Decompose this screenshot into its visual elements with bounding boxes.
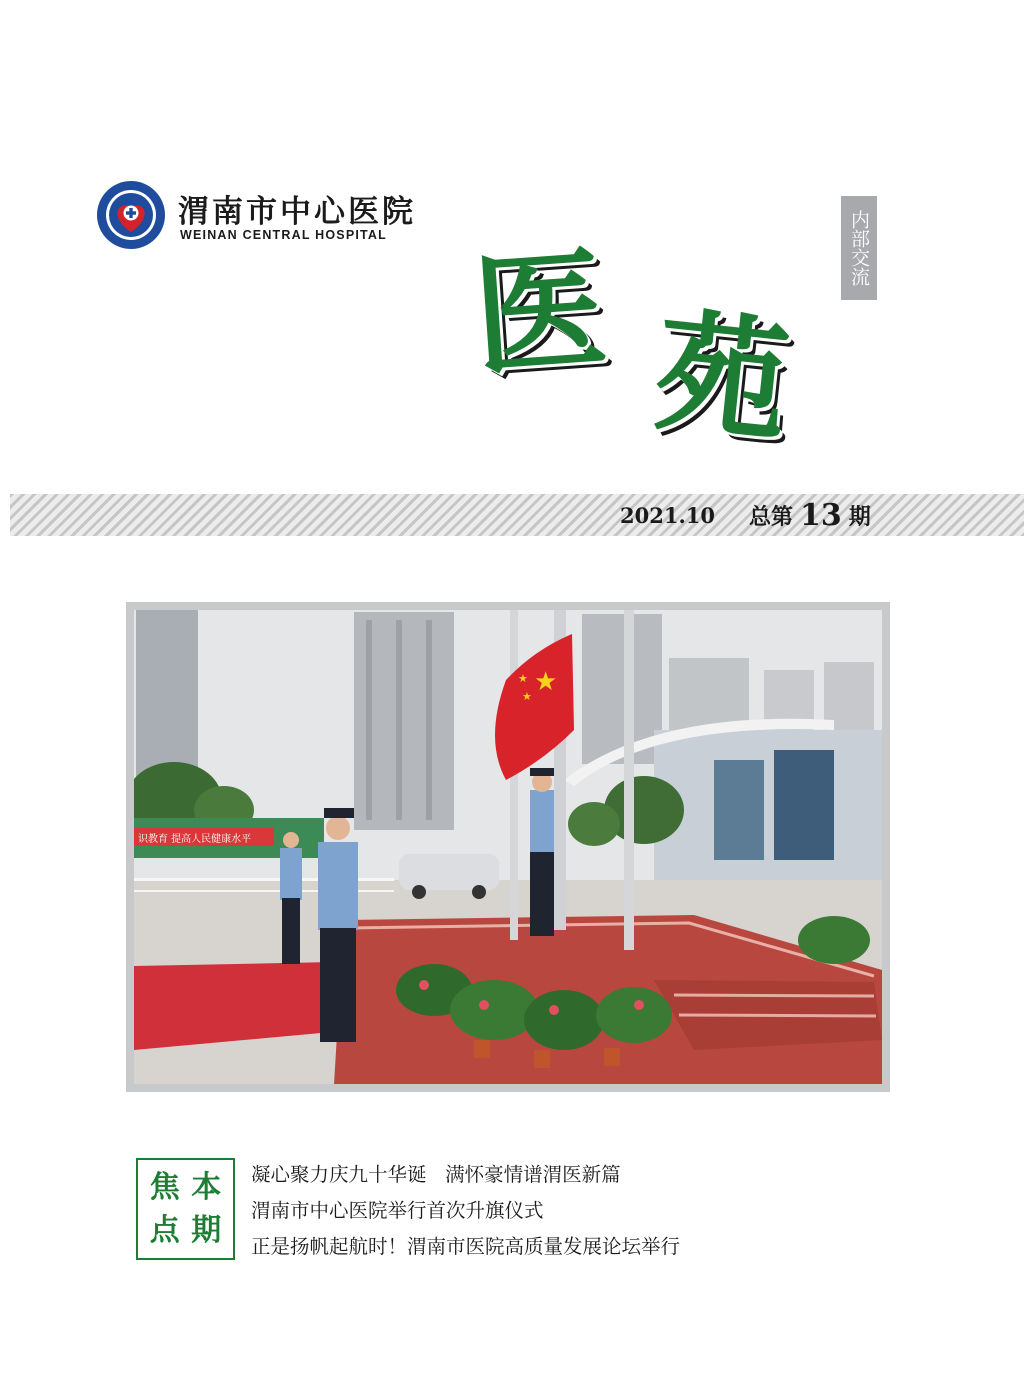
headline-item[interactable]: 凝心聚力庆九十华诞 满怀豪情谱渭医新篇 bbox=[251, 1163, 621, 1186]
magazine-title-char-1: 医 bbox=[468, 231, 612, 396]
svg-text:★: ★ bbox=[534, 667, 558, 697]
headline-item[interactable]: 正是扬帆起航时！渭南市医院高质量发展论坛举行 bbox=[251, 1235, 681, 1258]
focus-char: 本 bbox=[191, 1169, 222, 1205]
hospital-logo bbox=[96, 180, 416, 255]
cover-photo-frame bbox=[126, 602, 890, 1092]
headline-item[interactable]: 渭南市中心医院举行首次升旗仪式 bbox=[251, 1199, 544, 1222]
officer-raising-flag bbox=[530, 768, 554, 936]
focus-this-issue-box bbox=[136, 1158, 235, 1260]
svg-text:★: ★ bbox=[522, 690, 532, 703]
headline-list bbox=[251, 1157, 680, 1265]
hospital-emblem-icon bbox=[96, 180, 166, 250]
flag-pole-3 bbox=[624, 610, 634, 950]
parked-car bbox=[399, 854, 499, 890]
hospital-name-chinese: 渭南市中心医院 bbox=[178, 194, 416, 230]
issue-unit: 期 bbox=[848, 503, 871, 530]
banner-text: 识教育 提高人民健康水平 bbox=[138, 834, 252, 845]
magazine-title-char-2: 苑 bbox=[648, 293, 796, 462]
focus-char: 期 bbox=[191, 1212, 222, 1248]
issue-date: 2021.10 bbox=[620, 502, 715, 528]
officer-guard-front bbox=[318, 808, 358, 1042]
issue-band bbox=[10, 494, 1024, 536]
officer-guard-back bbox=[280, 832, 302, 964]
internal-use-label: 内部交流 bbox=[841, 196, 877, 300]
svg-text:★: ★ bbox=[518, 672, 528, 685]
hospital-name-english: WEINAN CENTRAL HOSPITAL bbox=[180, 228, 387, 242]
issue-number: 13 bbox=[800, 497, 842, 533]
issue-total-prefix: 总第 bbox=[748, 503, 793, 530]
issue-info bbox=[610, 494, 881, 536]
focus-char: 点 bbox=[149, 1212, 180, 1248]
flag-raising-photo bbox=[134, 610, 882, 1084]
focus-char: 焦 bbox=[149, 1169, 180, 1205]
hospital-building bbox=[654, 730, 882, 880]
